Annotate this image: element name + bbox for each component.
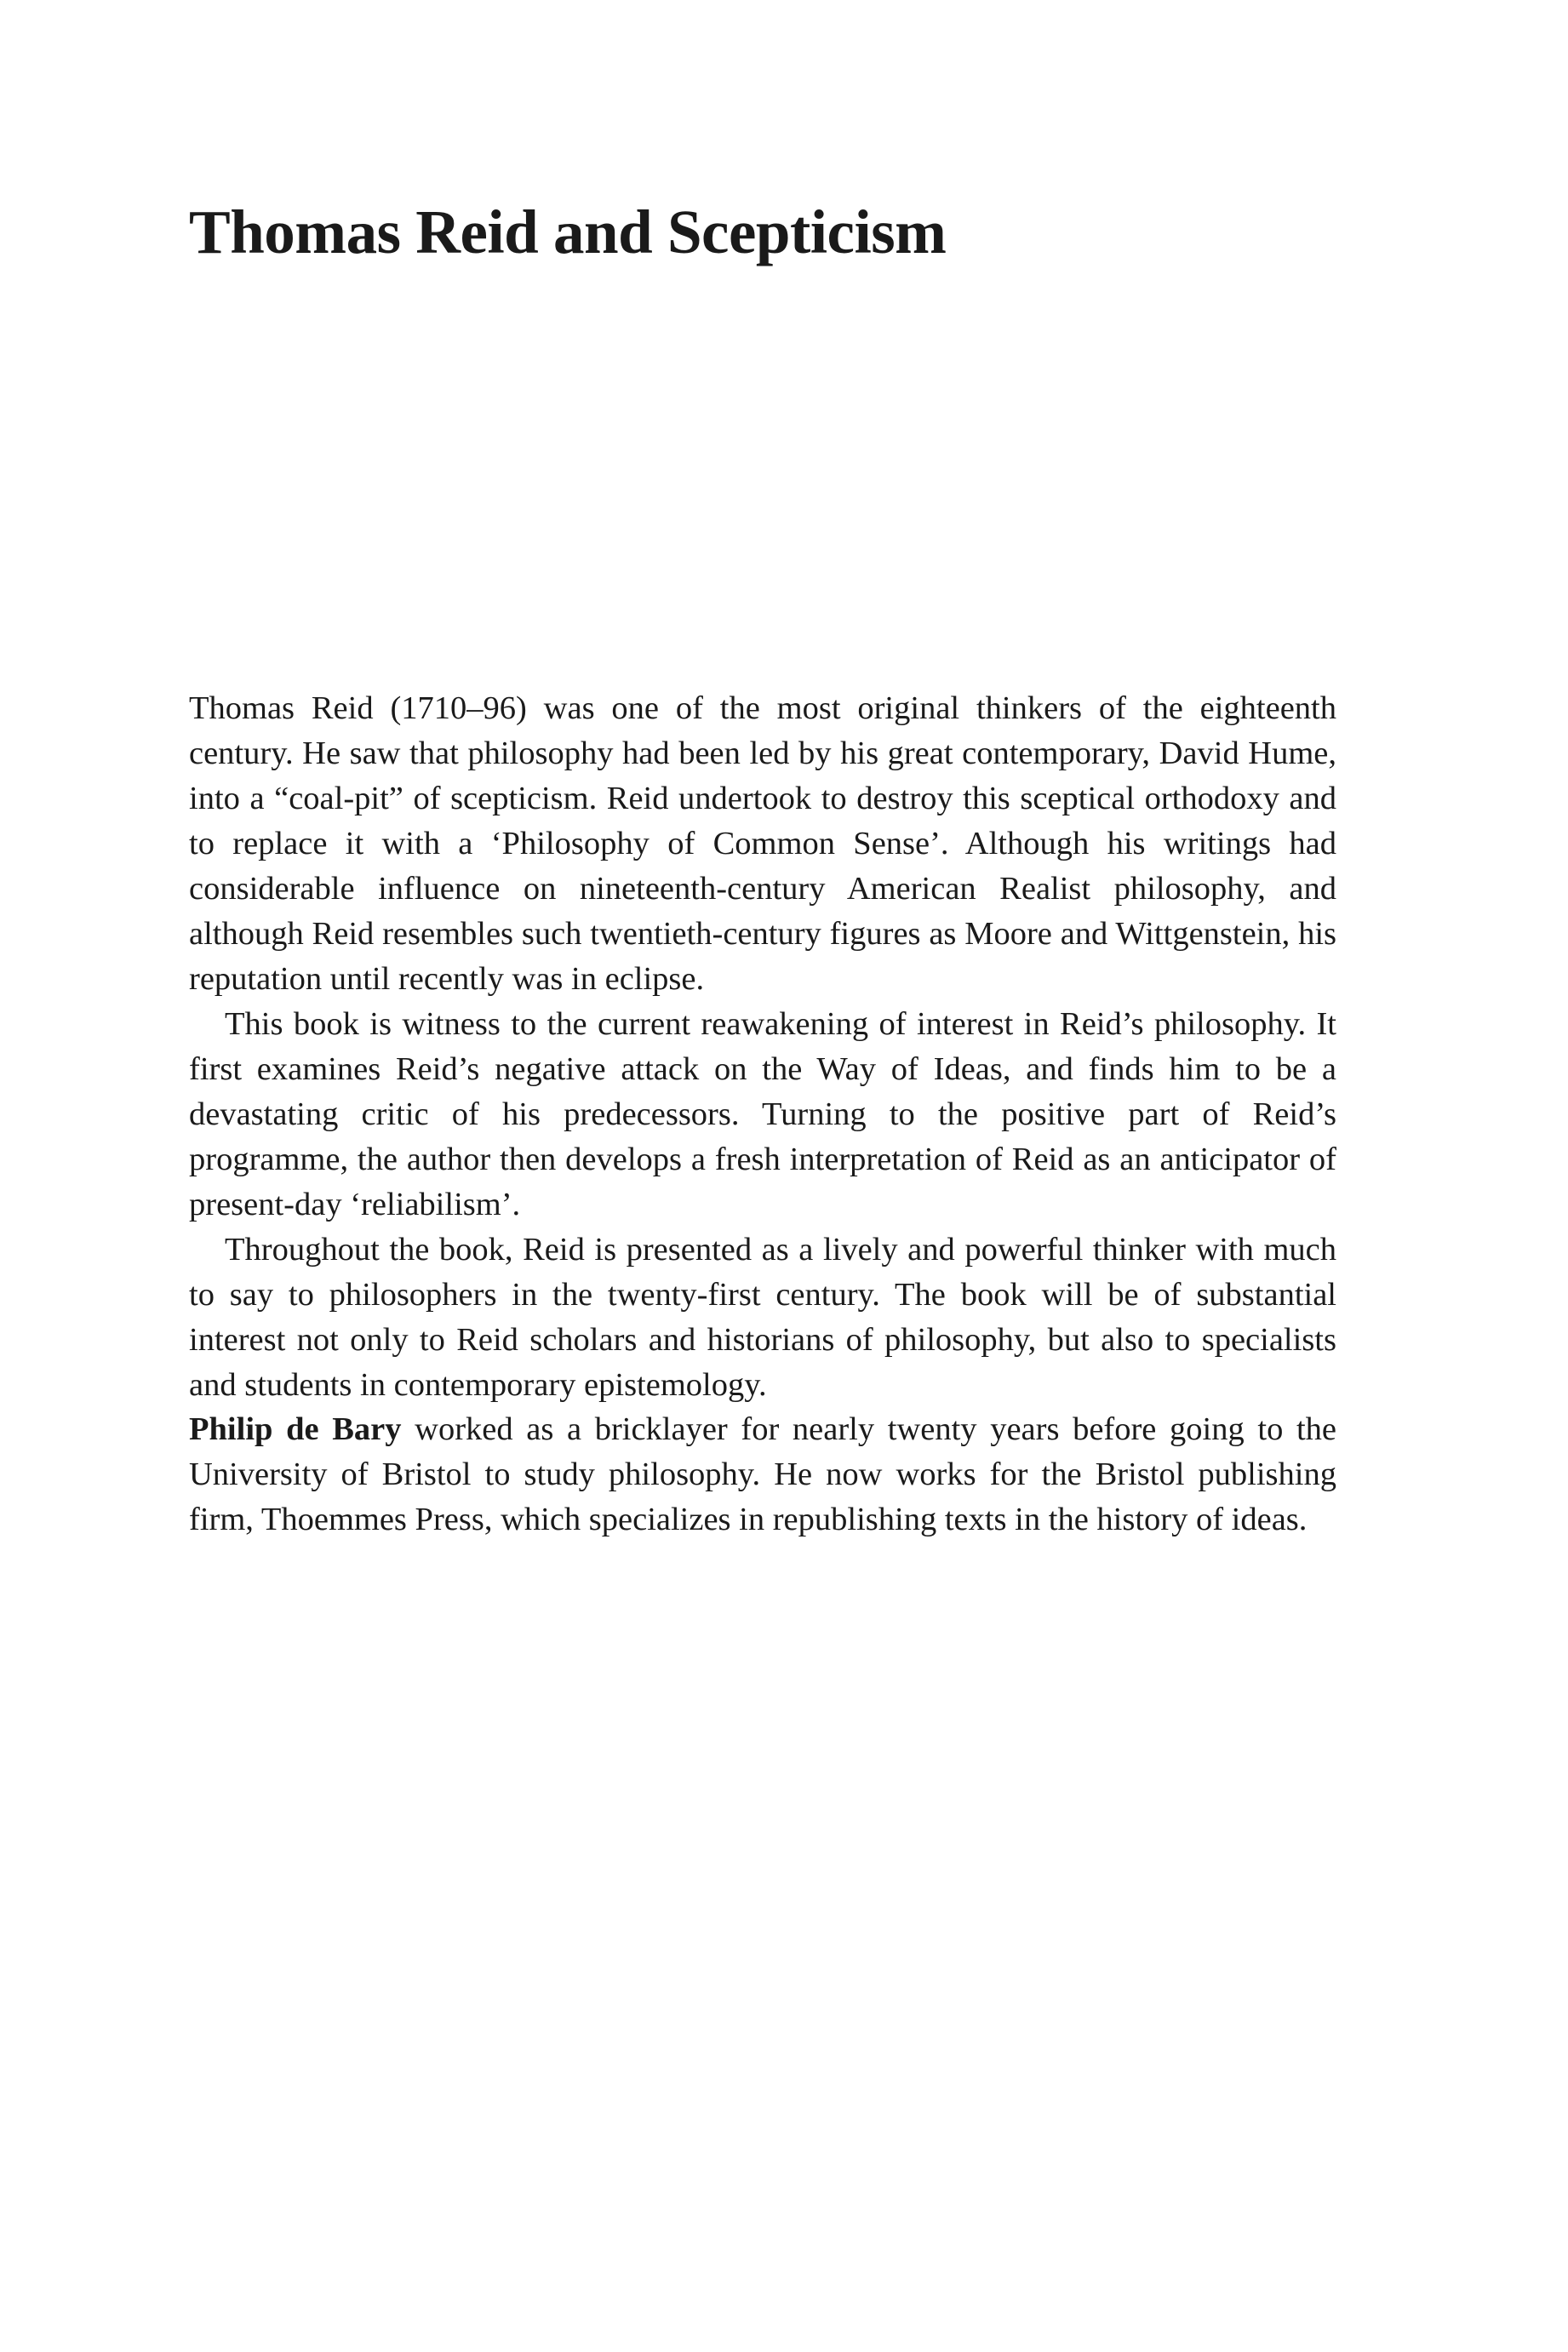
book-description: [189, 686, 1336, 1408]
description-paragraph-2: This book is witness to the current reawakening of interest in Reid’s philosophy. It first examines Reid’s negative attack on the Way of Ideas, and finds him to be a devastating critic of his predecessors. Turning to the positive part of Reid’s programme, the author then develops a fresh interpretation of Reid as an anticipator of present-day ‘reliabilism’.: [189, 1006, 1336, 1222]
author-bio-text: worked as a bricklayer for nearly twenty years before going to the University of Bristol to study philosophy. He now works for the Bristol publishing firm, Thoemmes Press, which specializes in republishing texts in the history of ideas.: [189, 1411, 1337, 1537]
description-paragraph-1: Thomas Reid (1710–96) was one of the most original thinkers of the eighteenth century. He saw that philosophy had been led by his great contemporary, David Hume, into a “coal-pit” of scepticism. Reid undertook to destroy this sceptical orthodoxy and to replace it with a ‘Philosophy of Common Sense’. Although his writings had considerable influence on nineteenth-century American Realist philosophy, and although Reid resembles such twentieth-century figures as Moore and Wittgenstein, his reputation until recently was in eclipse.: [189, 690, 1336, 997]
author-bio: [189, 1407, 1336, 1542]
author-name: Philip de Bary: [189, 1411, 402, 1447]
book-title: Thomas Reid and Scepticism: [189, 197, 947, 266]
description-paragraph-3: Throughout the book, Reid is presented as a lively and powerful thinker with much to say to philosophers in the twenty-first century. The book will be of substantial interest not only to Reid scholars and historians of philosophy, but also to specialists and students in contemporary epistemology.: [189, 1232, 1336, 1403]
